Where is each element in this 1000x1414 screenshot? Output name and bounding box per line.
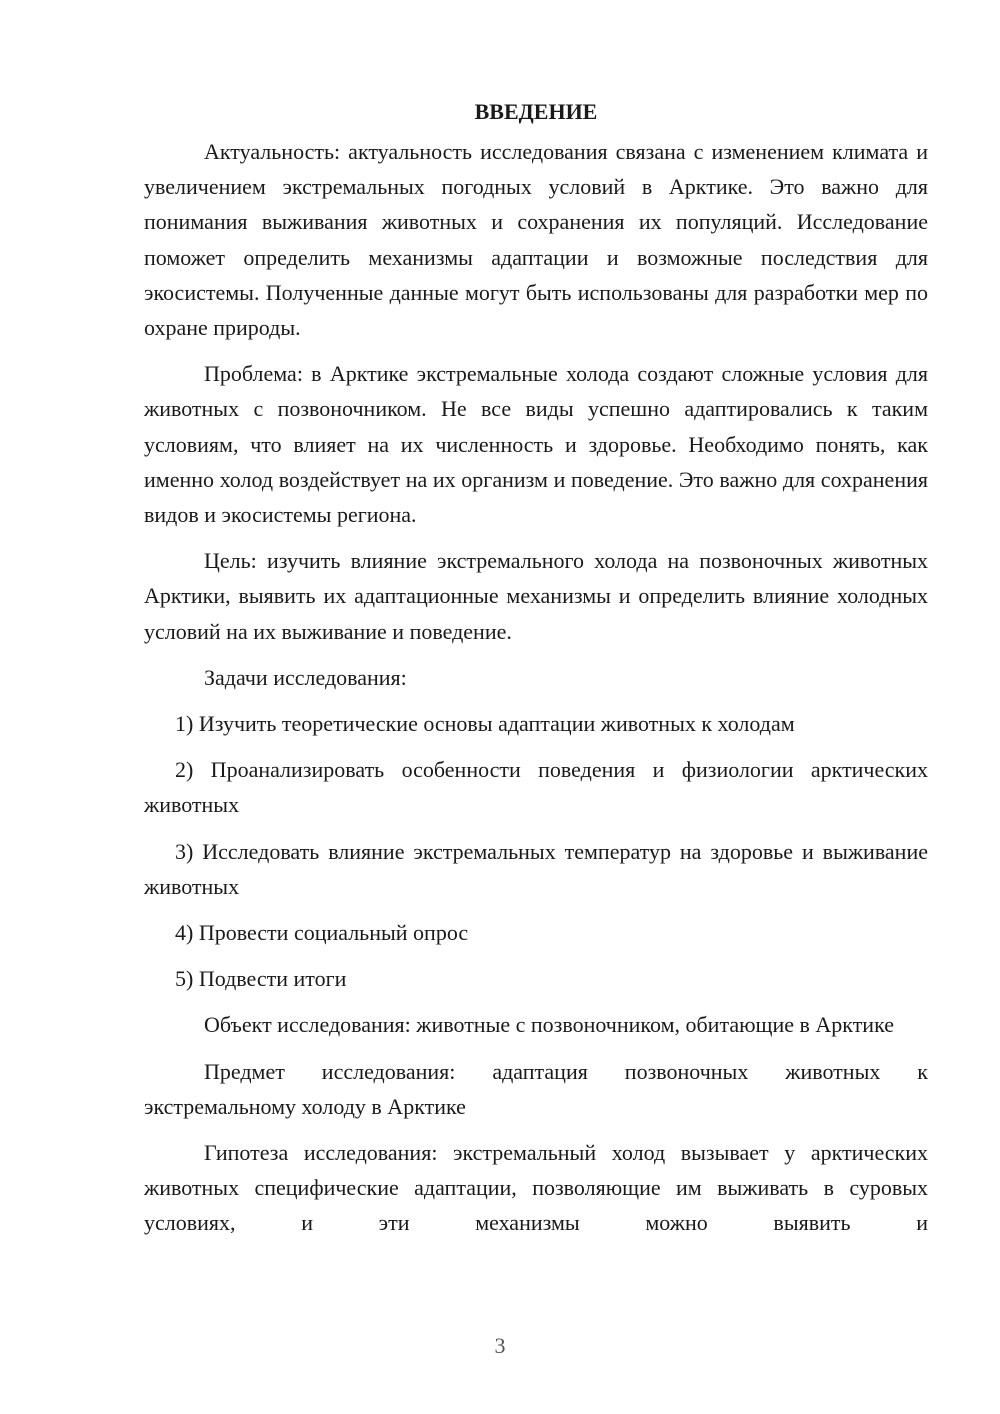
document-page — [144, 94, 928, 1252]
task-item: 4) Провести социальный опрос — [175, 920, 469, 946]
page-number: 3 — [494, 1333, 506, 1358]
paragraph-relevance: Актуальность: актуальность исследования связана с изменением климата и увеличением экстремальных погодных условий в Арктике. Это важно для понимания выживания животных и сохранения их популяций. Исследование поможет определить механизмы адаптации и возможные последствия для экосистемы. Полученные данные могут быть использованы для разработки мер по охране природы. — [144, 139, 928, 341]
paragraph-goal: Цель: изучить влияние экстремального холода на позвоночных животных Арктики, выявить их адаптационные механизмы и определить влияние холодных условий на их выживание и поведение. — [144, 548, 928, 644]
task-item: 3) Исследовать влияние экстремальных температур на здоровье и выживание животных — [144, 838, 928, 899]
task-item: 2) Проанализировать особенности поведения и физиологии арктических животных — [144, 757, 928, 818]
paragraph-hypothesis: Гипотеза исследования: экстремальный холод вызывает у арктических животных специфические адаптации, позволяющие им выживать в суровых условиях, и эти механизмы можно выявить и — [144, 1140, 928, 1236]
task-item: 5) Подвести итоги — [175, 966, 347, 992]
section-title: ВВЕДЕНИЕ — [474, 99, 598, 124]
paragraph-subject: Предмет исследования: адаптация позвоночных животных к экстремальному холоду в Арктике — [144, 1058, 928, 1119]
task-item: 1) Изучить теоретические основы адаптации животных к холодам — [175, 711, 795, 737]
paragraph-object: Объект исследования: животные с позвоночником, обитающие в Арктике — [204, 1012, 894, 1038]
paragraph-problem: Проблема: в Арктике экстремальные холода создают сложные условия для животных с позвоночником. Не все виды успешно адаптировались к таким условиям, что влияет на их численность и здоровье. Необходимо понять, как именно холод воздействует на их организм и поведение. Это важно для сохранения видов и экосистемы региона. — [144, 361, 928, 528]
tasks-heading: Задачи исследования: — [204, 664, 407, 690]
